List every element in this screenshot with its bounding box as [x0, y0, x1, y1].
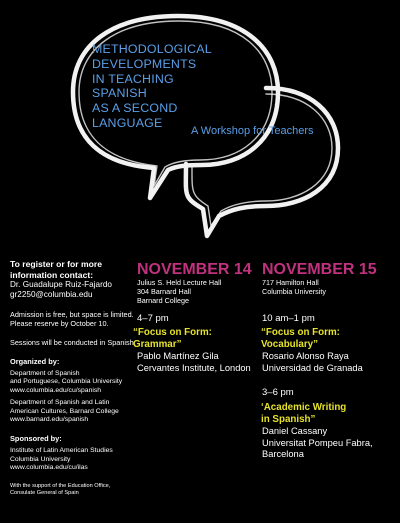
day1-topic: “Focus on Form: Grammar”: [133, 327, 212, 350]
language-note: Sessions will be conducted in Spanish.: [10, 338, 136, 347]
day1-venue: Julius S. Held Lecture Hall 304 Barnard Hall Barnard College: [137, 278, 222, 305]
title-line: IN TEACHING: [92, 71, 174, 86]
day2-time-afternoon: 3–6 pm: [262, 387, 294, 398]
sponsor-url-link[interactable]: www.columbia.edu/cu/ilas: [10, 464, 88, 472]
title-line: DEVELOPMENTS: [92, 56, 197, 71]
day1-time: 4–7 pm: [137, 313, 169, 324]
admission-note: Admission is free, but space is limited. Please reserve by October 10.: [10, 310, 134, 328]
organizer-spanish-latin-american: Department of Spanish and Latin American Cultures, Barnard College www.barnard.edu/spanish: [10, 399, 138, 424]
day2-date: NOVEMBER 15: [262, 261, 377, 278]
workshop-title: [92, 42, 252, 131]
contact-email-link[interactable]: gr2250@columbia.edu: [10, 290, 93, 299]
contact-name: Dr. Guadalupe Ruiz-Fajardo: [10, 280, 112, 289]
title-line: SPANISH: [92, 86, 147, 101]
day2-time: 10 am–1 pm: [262, 313, 315, 324]
sponsor-ilas: Institute of Latin American Studies Columbia University www.columbia.edu/cu/ilas: [10, 447, 138, 472]
support-note: With the support of the Education Office, Consulate General of Spain: [10, 482, 111, 496]
title-line: LANGUAGE: [92, 115, 163, 130]
day2-topic-afternoon: ‘Academic Writing in Spanish”: [261, 402, 347, 425]
day2-venue: 717 Hamilton Hall Columbia University: [262, 278, 326, 296]
workshop-subtitle: A Workshop for Teachers: [191, 125, 314, 137]
day2-speaker: Rosario Alonso Raya Universidad de Granada: [262, 351, 363, 373]
organizer-url-link[interactable]: www.barnard.edu/spanish: [10, 416, 89, 424]
sponsored-by-heading: Sponsored by:: [10, 434, 62, 444]
organized-by-heading: Organized by:: [10, 357, 60, 366]
title-line: METHODOLOGICAL: [92, 42, 212, 56]
organizer-url-link[interactable]: www.columbia.edu/cu/spanish: [10, 386, 102, 394]
day1-speaker: Pablo Martínez Gila Cervantes Institute, London: [137, 351, 251, 373]
registration-heading: To register or for more information contact:: [10, 259, 103, 280]
info-column: [10, 259, 138, 497]
day2-topic: “Focus on Form: Vocabulary”: [261, 327, 340, 350]
organizer-spanish-portuguese: Department of Spanish and Portuguese, Columbia University www.columbia.edu/cu/spanish: [10, 370, 138, 395]
title-line: AS A SECOND: [92, 101, 178, 116]
day1-date: NOVEMBER 14: [137, 261, 252, 278]
day2-speaker-afternoon: Daniel Cassany Universitat Pompeu Fabra, Barcelona: [262, 426, 373, 459]
